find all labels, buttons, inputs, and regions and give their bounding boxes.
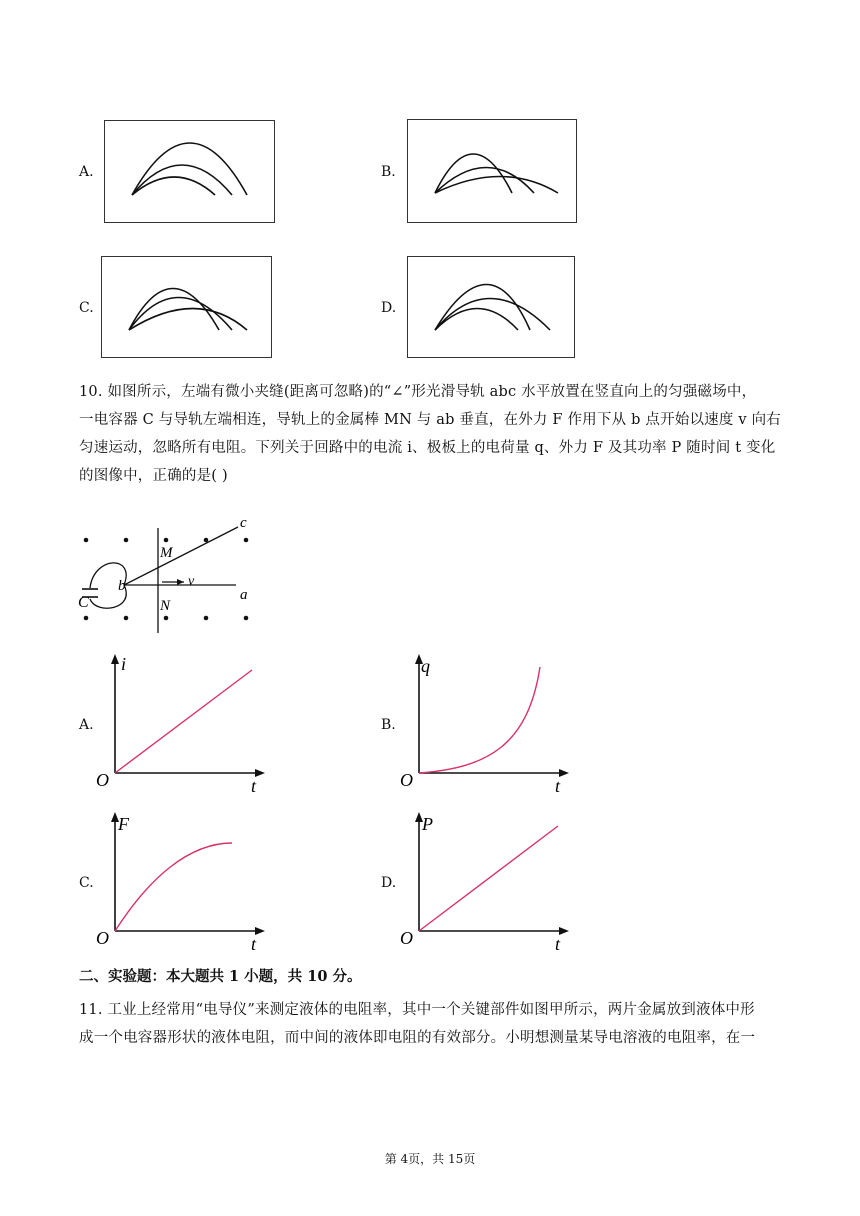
label-b: b [118, 578, 126, 594]
origin-label: O [400, 928, 413, 948]
trajectory-curve [132, 143, 247, 195]
q10-option-c-label: C. [79, 875, 94, 891]
q9-option-b-label: B. [381, 164, 396, 180]
x-axis-label: t [555, 934, 561, 954]
y-axis-label: q [421, 656, 430, 676]
trajectory-curve [132, 177, 215, 195]
trajectory-curve [435, 299, 550, 331]
label-a: a [240, 587, 248, 603]
trajectory-diagram-d [408, 257, 573, 356]
x-axis-arrowhead [255, 769, 265, 777]
q10-stem [79, 378, 789, 490]
q10-option-a-label: A. [79, 717, 94, 733]
graph-curve [419, 667, 540, 773]
q9-option-c-label: C. [79, 300, 94, 316]
page-footer: 第 4页，共 15页 [384, 1152, 476, 1166]
x-axis-label: t [251, 776, 257, 796]
rail-bc [124, 527, 238, 585]
q9-option-d-label: D. [381, 300, 397, 316]
trajectory-curve [435, 285, 530, 331]
trajectory-curve [132, 165, 232, 195]
q10-stem-line: 匀速运动，忽略所有电阻。下列关于回路中的电流 i、极板上的电荷量 q、外力 F 及其功率 P 随时间 t 变化 [79, 440, 776, 456]
q10-graph-c [94, 808, 274, 956]
q11-stem-line: 成一个电容器形状的液体电阻，而中间的液体即电阻的有效部分。小明想测量某导电溶液的电阻率，在一 [79, 1030, 756, 1046]
graph-curve [419, 826, 558, 931]
q9-option-a-label: A. [79, 164, 94, 180]
section-title-experiment: 二、实验题：本大题共 1 小题，共 10 分。 [79, 968, 362, 985]
trajectory-diagram-b [408, 120, 575, 221]
q9-option-c-figure [101, 256, 272, 358]
graph-curve [115, 843, 232, 931]
label-n: N [160, 598, 171, 614]
origin-label: O [96, 928, 109, 948]
x-axis-label: t [555, 776, 561, 796]
origin-label: O [96, 770, 109, 790]
graph-curve [115, 670, 252, 773]
label-c: c [240, 515, 247, 531]
q9-option-a-figure [104, 120, 275, 223]
trajectory-curve [435, 168, 534, 194]
q10-graph-a [94, 650, 274, 798]
y-axis-label: i [121, 654, 127, 674]
trajectory-diagram-c [102, 257, 270, 356]
x-axis-arrowhead [255, 927, 265, 935]
q11-stem-line: 11. 工业上经常用“电导仪”来测定液体的电阻率，其中一个关键部件如图甲所示，两片金属放到液体中形 [79, 1002, 755, 1018]
q10-circuit-figure [76, 515, 266, 637]
x-axis-arrowhead [559, 769, 569, 777]
label-capacitor: C [78, 594, 89, 611]
q10-option-d-label: D. [381, 875, 397, 891]
q10-stem-line: 10. 如图所示，左端有微小夹缝(距离可忽略)的“∠”形光滑导轨 abc 水平放置在竖直向上的匀强磁场中， [79, 384, 757, 400]
label-v: v [188, 574, 195, 589]
q10-option-b-label: B. [381, 717, 396, 733]
x-axis-arrowhead [559, 927, 569, 935]
q10-stem-line: 一电容器 C 与导轨左端相连，导轨上的金属棒 MN 与 ab 垂直，在外力 F 作用下从 b 点开始以速度 v 向右 [79, 412, 781, 428]
x-axis-label: t [251, 934, 257, 954]
origin-label: O [400, 770, 413, 790]
y-axis-label: F [118, 814, 129, 834]
q9-option-d-figure [407, 256, 575, 358]
trajectory-diagram-a [105, 121, 273, 221]
q10-stem-line: 的图像中，正确的是( ) [79, 468, 228, 484]
q10-graph-b [398, 650, 578, 798]
q10-graph-d [398, 808, 578, 956]
velocity-arrowhead [177, 579, 184, 585]
label-m: M [160, 545, 173, 561]
q9-option-b-figure [407, 119, 577, 223]
y-axis-label: P [422, 814, 433, 834]
y-axis-arrowhead [111, 654, 119, 664]
q11-stem [79, 996, 789, 1052]
